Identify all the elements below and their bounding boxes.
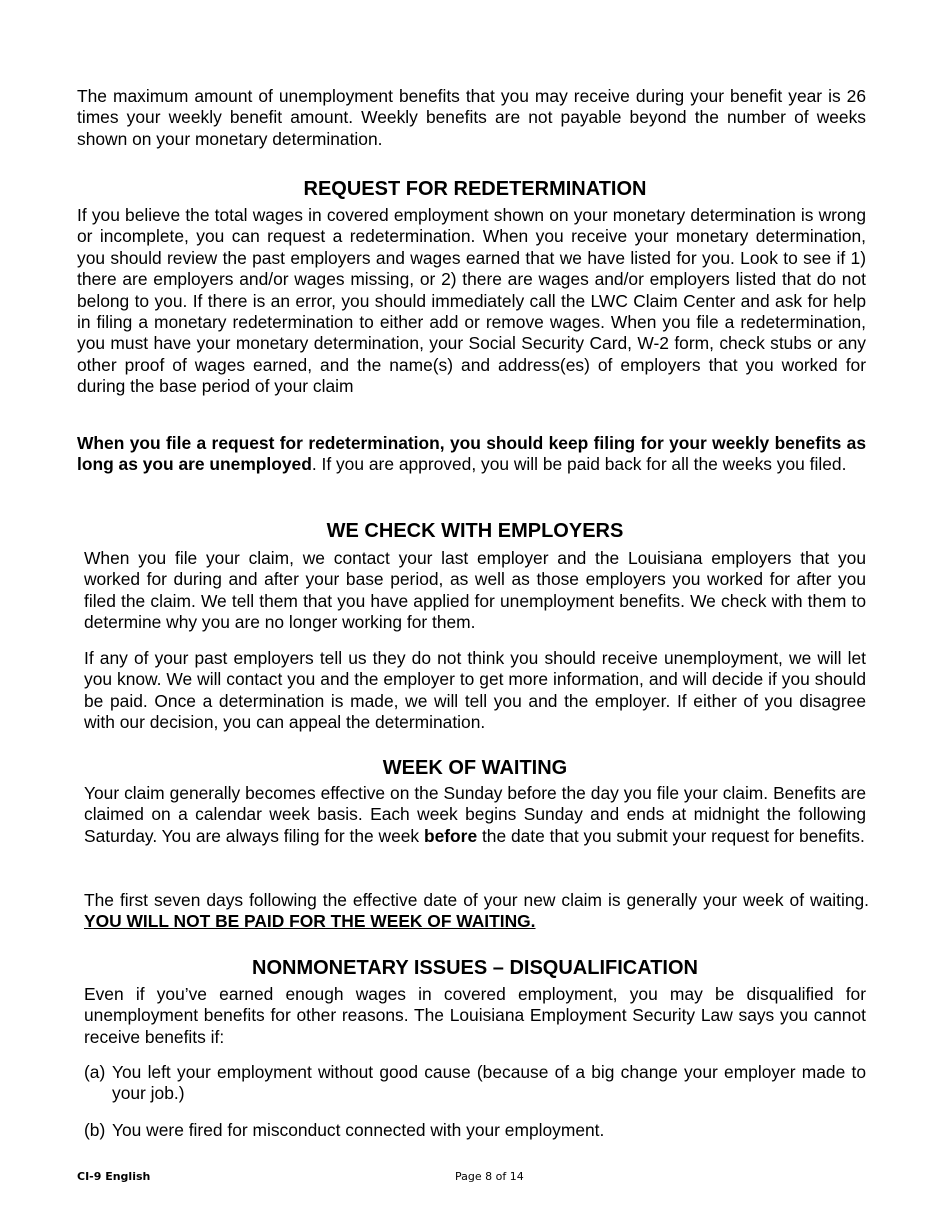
nonmonetary-heading: NONMONETARY ISSUES – DISQUALIFICATION — [252, 957, 698, 979]
list-item-label: (b) — [84, 1120, 106, 1140]
redetermination-emphasis: When you file a request for redetermination, you should keep filing for your weekly benefits as long as you are unemployed — [77, 433, 866, 475]
employers-paragraph-2: If any of your past employers tell us they do not think you should receive unemployment, we will let you know. We will contact you and the employer to get more information, and will decide if you should be paid. Once a determination is made, we will tell you and the employer. If either of you disagree with our decision, you can appeal the determination. — [84, 648, 866, 733]
waiting-warning-underlined: YOU WILL NOT BE PAID FOR THE WEEK OF WAITING. — [84, 911, 536, 932]
list-item-text: You were fired for misconduct connected with your employment. — [112, 1120, 605, 1140]
employers-heading: WE CHECK WITH EMPLOYERS — [326, 520, 624, 542]
list-item-text: You left your employment without good cause (because of a big change your employer made to your job.) — [112, 1062, 866, 1104]
list-item — [84, 1062, 866, 1105]
nonmonetary-paragraph: Even if you’ve earned enough wages in covered employment, you may be disqualified for unemployment benefits for other reasons. The Louisiana Employment Security Law says you cannot receive benefits if: — [84, 984, 866, 1047]
redetermination-paragraph-2-rest: . If you are approved, you will be paid back for all the weeks you filed. — [311, 454, 847, 475]
redetermination-paragraph-2 — [77, 433, 866, 476]
redetermination-paragraph-1: If you believe the total wages in covered employment shown on your monetary determination is wrong or incomplete, you can request a redetermination. When you receive your monetary determination, you should review the past employers and wages earned that we have listed for you. Look to see if 1) there are employers and/or wages missing, or 2) there are wages and/or employers listed that do not belong to you. If there is an error, you should immediately call the LWC Claim Center and ask for help in filing a monetary redetermination to either add or remove wages. When you file a redetermination, you must have your monetary determination, your Social Security Card, W-2 form, check stubs or any other proof of wages earned, and the name(s) and address(es) of employers that you worked for during the base period of your claim — [77, 205, 866, 397]
waiting-paragraph-2-start: The first seven days following the effective date of your new claim is generally your week of waiting. — [84, 890, 869, 910]
redetermination-heading: REQUEST FOR REDETERMINATION — [303, 178, 647, 200]
waiting-heading: WEEK OF WAITING — [382, 757, 568, 779]
intro-paragraph: The maximum amount of unemployment benefits that you may receive during your benefit year is 26 times your weekly benefit amount. Weekly benefits are not payable beyond the number of weeks shown on your monetary determination. — [77, 86, 866, 149]
footer-form-id: CI-9 English — [77, 1170, 151, 1183]
waiting-paragraph-1 — [84, 783, 866, 847]
waiting-paragraph-1-end: the date that you submit your request for benefits. — [477, 825, 865, 846]
waiting-before-emphasis: before — [423, 825, 478, 846]
list-item — [84, 1120, 866, 1141]
waiting-paragraph-1-start: Your claim generally becomes effective on the Sunday before the day you file your claim. Benefits are claimed on a calendar week basis. Each week begins Sunday and ends at midnight the following Saturday. You are always filing for the week — [84, 783, 866, 846]
footer-page-number: Page 8 of 14 — [455, 1170, 524, 1183]
waiting-paragraph-2 — [84, 890, 869, 933]
list-item-label: (a) — [84, 1062, 106, 1082]
employers-paragraph-1: When you file your claim, we contact your last employer and the Louisiana employers that you worked for during and after your base period, as well as those employers you worked for after you filed the claim. We tell them that you have applied for unemployment benefits. We check with them to determine why you are no longer working for them. — [84, 548, 866, 633]
